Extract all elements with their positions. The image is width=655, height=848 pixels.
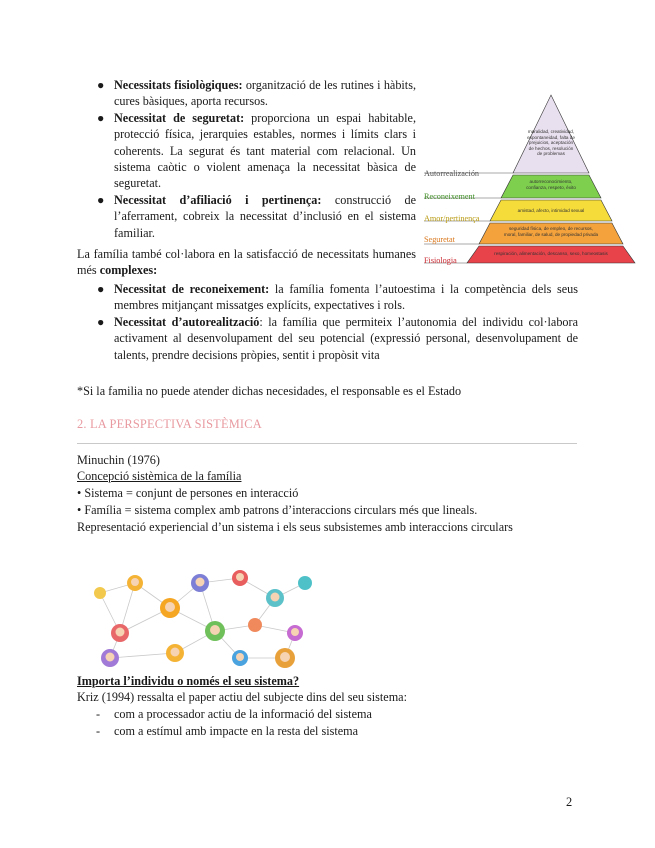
dash-icon: - [96,707,101,721]
item-text: organització de les rutines i hàbits, cures bàsiques, aporta recursos. [114,78,416,109]
pyramid-label-esteem: Reconeixement [424,192,475,201]
list-item [94,706,372,722]
section-divider [77,443,577,444]
needs-list-basic [94,77,416,241]
paragraph-text: La família també col·labora en la satisfacció de necessitats humanes més [77,247,416,278]
item-term: Necessitat d’afiliació i pertinença: [114,192,322,207]
list-item [94,77,416,110]
paragraph-bold: complexes: [99,263,158,278]
pyramid-text-selfrealization: moralidad, creatividad, espontaneidad, falta de prejuicios, aceptación de hechos, resolución de problemas [527,129,575,157]
pyramid-text-love: amistad, afecto, intimidad sexual [517,208,585,213]
item-term: Necessitat de seguretat: [114,110,245,125]
bullet-icon: ● [97,110,105,125]
list-item [94,281,578,314]
bullet-icon: ● [97,78,105,92]
pyramid-label-safety: Seguretat [424,235,455,244]
list-item [94,192,416,241]
pyramid-label-selfrealization: Autorrealización [424,169,480,178]
needs-list-complex [94,281,578,363]
people-network-illustration [80,563,330,673]
item-text: com a estímul amb impacte en la resta del sistema [114,724,359,739]
pyramid-label-love: Amor/pertinença [424,214,480,223]
item-text: com a processador actiu de la informació del sistema [114,707,372,721]
page-number: 2 [566,795,573,809]
item-term: Necessitats fisiològiques: [114,78,243,92]
pyramid-text-safety: seguridad física, de empleo, de recursos, moral, familiar, de salud, de propiedad privada [503,226,599,237]
bullet-icon: ● [97,314,105,329]
pyramid-text-esteem: autorreconocimiento, confianza, respeto, éxito [526,179,576,190]
author-year: Minuchin (1976) [77,453,160,467]
concept-line: • Sistema = conjunt de persones en interacció [77,486,299,500]
item-text: : la família que permiteix l’autonomia del individu col·labora activament al desenvolupament del seu potencial (expressió personal, desenvolupament de talents, prendre decisions pròpies, sentit i propòsit vita [114,314,578,362]
list-item [94,314,578,363]
complex-needs-paragraph [77,246,416,279]
dash-icon: - [96,724,101,739]
item-term: Necessitat de reconeixement: [114,282,270,296]
bullet-icon: ● [97,282,105,296]
item-text: la família fomenta l’autoestima i la competència dels seus membres mitjançant missatges explícits, expectatives i rols. [114,282,578,313]
network-icon [80,563,330,673]
pyramid-text-physiology: respiración, alimentación, descanso, sexo, homeostasis [494,251,608,256]
kriz-line: Kriz (1994) ressalta el paper actiu del subjecte dins del seu sistema: [77,690,407,704]
list-item [94,110,416,192]
state-note: *Si la familia no puede atender dichas necesidades, el responsable es el Estado [77,384,462,398]
concept-heading: Concepció sistèmica de la família [77,469,242,483]
bullet-icon: ● [97,192,105,207]
item-term: Necessitat d’autorealització [114,314,260,329]
role-list [94,706,372,740]
item-text: proporciona un espai habitable, protecció física, jerarquies estables, normes i límits clars i coherents. La segurat és tant material com relacional. Un sistema caòtic o violent amenaça la necessitat bàsica de seguretat. [114,110,416,191]
question-heading: Importa l’individu o només el seu sistema? [77,674,300,688]
section-title: 2. LA PERSPECTIVA SISTÈMICA [77,417,262,431]
item-text: construcció de l’aferrament, cobreix la necessitat d’inclusió en el sistema familiar. [114,192,416,240]
representation-line: Representació experiencial d’un sistema i els seus subsistemes amb interaccions circulars [77,520,513,534]
list-item [94,723,372,739]
pyramid-label-physiology: Fisiologia [424,256,457,265]
concept-line: • Família = sistema complex amb patrons d’interaccions circulars més que lineals. [77,503,478,517]
